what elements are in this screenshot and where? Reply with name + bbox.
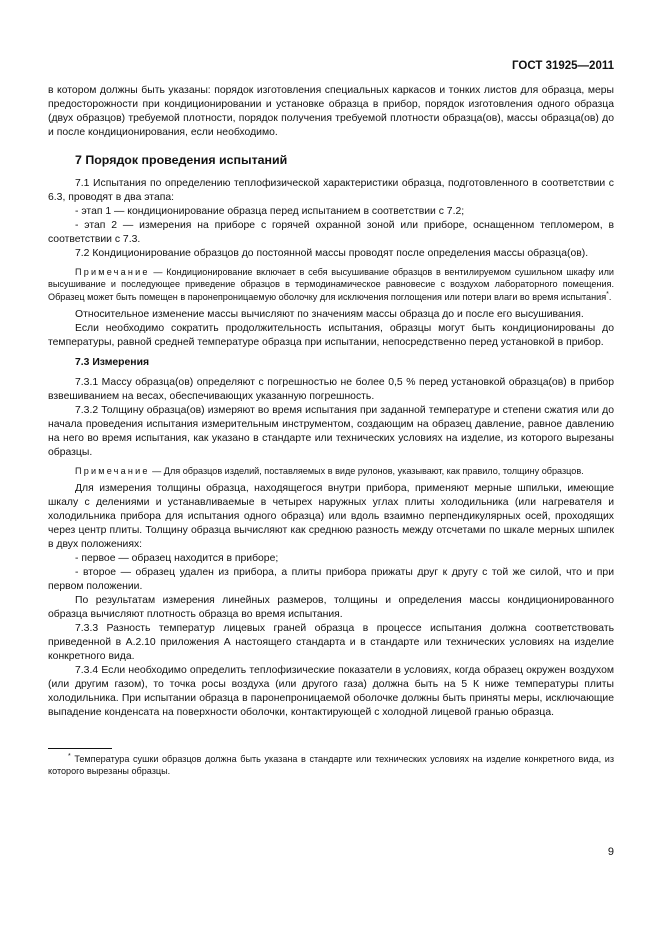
para-7-3-2: 7.3.2 Толщину образца(ов) измеряют во время испытания при заданной температуре и степени сжатия или до начала проведения испытания измерительным инструментом, создающим на образец давление, равное давлению на него во время испытания, как указано в стандарте или технических условиях на изделие, из которого вырезаны образцы. — [48, 404, 614, 458]
doc-header-code: ГОСТ 31925—2011 — [512, 60, 614, 72]
note-1-text: — Кондиционирование включает в себя высушивание образцов в вентилируемом сушильном шкафу или высушивание и последующее приведение образцов в термодинамическое равновесие с воздухом лабораторного помещения. Образец может быть помещен в паронепроницаемую оболочку для исключения поглощения или потери влаги во время испытания — [48, 267, 614, 302]
page-content — [48, 84, 614, 778]
footnote — [48, 753, 614, 778]
para-7-1-stage-2: - этап 2 — измерения на приборе с горячей охранной зоной или приборе, оснащенном тепломером, в соответствии с 7.3. — [48, 220, 614, 245]
note-2 — [48, 465, 614, 477]
para-7-3-3: 7.3.3 Разность температур лицевых граней образца в процессе испытания должна соответствовать приведенной в А.2.10 приложения А настоящего стандарта и в стандарте или технических условиях на изделие конкретного вида. — [48, 623, 614, 663]
note-1-label: Примечание — [75, 267, 150, 277]
para-7-3-4: 7.3.4 Если необходимо определить теплофизические показатели в условиях, когда образец окружен воздухом (или другим газом), то точка росы воздуха (или другого газа) должна быть на 5 К ниже температуры плиты холодильника. При испытании образца в паронепроницаемой оболочке должны быть приняты меры, исключающие выпадение конденсата на поверхности оболочки, контактирующей с холодной лицевой гранью образца. — [48, 665, 614, 719]
section-7-title: 7 Порядок проведения испытаний — [75, 153, 288, 167]
para-7-1: 7.1 Испытания по определению теплофизической характеристики образца, подготовленного в соответствии с 6.3, проводят в два этапа: — [48, 178, 614, 203]
para-thickness: Для измерения толщины образца, находящегося внутри прибора, применяют мерные шпильки, имеющие шкалу с делениями и устанавливаемые в четырех наружных углах плиты холодильника (или нагревателя и холодильника прибора для испытания одного образца) или вдоль взаимно перпендикулярных осей, проходящих через центр плиты. Толщину образца вычисляют как среднюю разность между отсчетами по шкале мерных шпилек в двух положениях: — [48, 483, 614, 551]
page-number: 9 — [607, 846, 614, 858]
note-1-footnote-mark: * — [606, 290, 609, 298]
para-7-2: 7.2 Кондиционирование образцов до постоянной массы проводят после определения массы образца(ов). — [75, 248, 589, 259]
note-2-label: Примечание — [75, 465, 150, 476]
footnote-separator — [48, 748, 112, 749]
para-results: По результатам измерения линейных размеров, толщины и определения массы кондиционированного образца вычисляют плотность образца во время испытания. — [48, 595, 614, 621]
para-7-3-1: 7.3.1 Массу образца(ов) определяют с погрешностью не более 0,5 % перед установкой образца(ов) в прибор взвешиванием на весах, обеспечивающих указанную погрешность. — [48, 376, 614, 402]
para-position-second: - второе — образец удален из прибора, а плиты прибора прижаты друг к другу с той же силой, что и при первом положении. — [48, 567, 614, 593]
para-position-first: - первое — образец находится в приборе; — [75, 553, 279, 565]
para-relative-mass: Относительное изменение массы вычисляют по значениям массы образца до и после его высушивания. — [75, 308, 584, 320]
section-7-3-title: 7.3 Измерения — [75, 356, 150, 368]
note-1: Примечание — Кондиционирование включает в себя высушивание образцов в вентилируемом сушильном шкафу или высушивание и последующее приведение образцов в термодинамическое равновесие с воздухом лабораторного помещения. Образец может быть помещен в паронепроницаемую оболочку для исключения поглощения или потери влаги во время испытания*. — [48, 267, 614, 302]
para-7-1-stage-1: - этап 1 — кондиционирование образца перед испытанием в соответствии с 7.2; — [75, 206, 465, 217]
note-2-text: — Для образцов изделий, поставляемых в виде рулонов, указывают, как правило, толщину образцов. — [149, 465, 584, 476]
footnote-mark: * — [68, 753, 71, 761]
footnote-text: Температура сушки образцов должна быть указана в стандарте или технических условиях на изделие конкретного вида, из которого вырезаны образцы. — [48, 754, 614, 777]
para-shorten: Если необходимо сократить продолжительность испытания, образцы могут быть кондиционированы до температуры, равной средней температуре образца при испытании, непосредственно перед установкой в прибор. — [48, 322, 614, 348]
intro-paragraph: в котором должны быть указаны: порядок изготовления специальных каркасов и тонких листов для образца, меры предосторожности при кондиционировании и установке образца в прибор, порядок изготовления одного образца (двух образцов) требуемой плотности, порядок получения требуемой плотности образца(ов), массы образца(ов) до и после кондиционирования, если необходимо. — [48, 85, 614, 138]
